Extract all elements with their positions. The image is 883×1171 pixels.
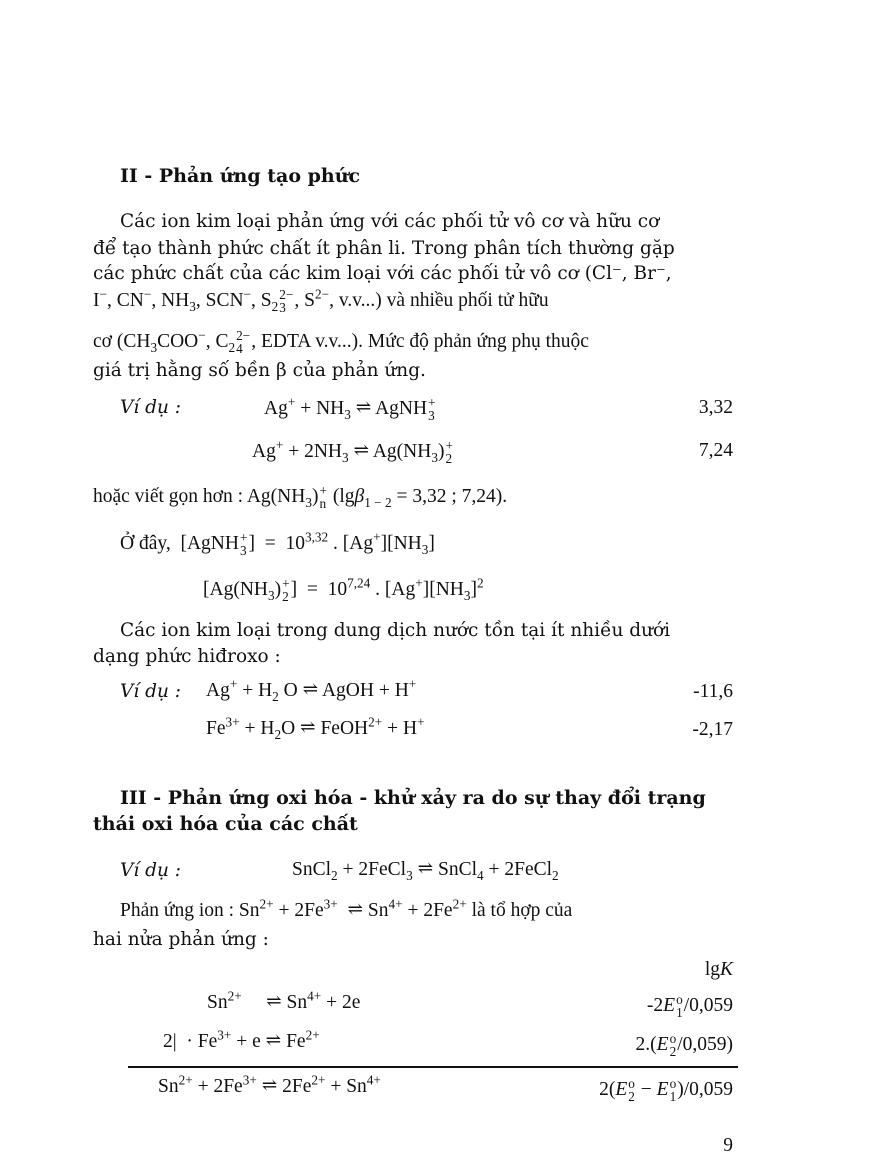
equilibrium-expression-1: Ở đây, [AgNH + 3 ] = 10$^{3,32}$ . $[Ag^+][NH_3]$ (120, 529, 435, 558)
exponent: 3,32 (304, 529, 329, 545)
half-value-1: -2E o 1 /0,059 (646, 992, 733, 1020)
compact-notation: hoặc viết gọn hơn : $Ag(NH_3)$ + n (lgβ$_{1 - 2}$ = 3,32 ; 7,24). (93, 483, 508, 511)
section-heading-complex: II - Phản ứng tạo phức (120, 165, 361, 187)
example-label: Ví dụ : (120, 681, 182, 702)
section-heading-redox: III - Phản ứng oxi hóa - khử xảy ra do sự thay đổi trạng (120, 787, 706, 809)
ligand-list-text: , v.v...) và nhiều phối tử hữu (329, 290, 549, 312)
equation-agoh: $Ag^+ + H_2$ O ⇌ AgOH + H+ (206, 676, 417, 704)
paragraph-line: Các ion kim loại trong dung dịch nước tồn tại ít nhiều dưới (120, 620, 671, 641)
section-heading-redox-line2: thái oxi hóa của các chất (93, 813, 358, 835)
paragraph-line: giá trị hằng số bền β của phản ứng. (93, 360, 426, 381)
exponent: 7,24 (347, 575, 371, 591)
ion-suffix: là tổ hợp của (466, 900, 573, 921)
paragraph-line: Các ion kim loại phản ứng với các phối tử vô cơ và hữu cơ (120, 211, 660, 232)
equation-agnh3: $Ag^+ + NH_3$ ⇌ AgNH + 3 (264, 394, 436, 423)
here-prefix: Ở đây, (120, 533, 171, 555)
log-value: -11,6 (693, 681, 733, 702)
lgk-header: lgK (704, 959, 733, 980)
equation-sncl2-fecl3: SnCl$_2$ + 2FeCl$_3$ ⇌ SnCl$_4$ + 2FeCl$_2$ (292, 858, 559, 883)
equilibrium-expression-2: [$Ag(NH_3)$ + 2 ] = 10$^{7,24}$ . $[Ag^+][NH_3]^2$ (203, 575, 484, 604)
multiplier: 2| (163, 1031, 177, 1052)
ion-prefix: Phản ứng ion : (120, 900, 239, 921)
ligand-list-inorganic: I−, CN−, $NH_3$, SCN−, $S_2$ 2− 3 , $S^{2-}$, v.v...) và nhiều phối tử hữu (93, 286, 549, 315)
ligand-list-text: ). Mức độ phản ứng phụ thuộc (351, 331, 589, 353)
total-value: 2(E o 2 − E o 1 )/0,059 (599, 1076, 733, 1104)
log-beta-value: 7,24 (698, 440, 733, 461)
compact-values: = 3,32 ; 7,24). (391, 486, 508, 508)
compact-prefix: hoặc viết gọn hơn : (93, 486, 247, 508)
ion-reaction-line: Phản ứng ion : $Sn^{2+} + 2Fe^{3+}$ ⇌ $Sn^{4+} + 2Fe^{2+}$ là tổ hợp của (120, 896, 573, 921)
page-number: 9 (723, 1135, 733, 1156)
paragraph-line: để tạo thành phức chất ít phân li. Trong phân tích thường gặp (93, 238, 675, 259)
log-value: -2,17 (692, 719, 733, 740)
example-label: Ví dụ : (120, 397, 182, 418)
equation-agnh3-2: $Ag^+ + 2NH_3$ ⇌ $Ag(NH_3)$ + 2 (252, 437, 453, 466)
ligand-list-organic: cơ ($CH_3COO^-$, $C_2$ 2− 4 , EDTA v.v...). Mức độ phản ứng phụ thuộc (93, 327, 589, 356)
equation-feoh: $Fe^{3+} + H_2O$ ⇌ FeOH$^{2+}$ + H+ (206, 714, 425, 742)
half-value-2: 2.(E o 2 /0,059) (635, 1031, 733, 1059)
paragraph-line: các phức chất của các kim loại với các phối tử vô cơ (Cl⁻, Br⁻, (93, 263, 672, 284)
paragraph-line: hai nửa phản ứng : (93, 929, 269, 950)
half-reaction-fe: $2| \cdot Fe^{3+} + e$ ⇌ $Fe^{2+}$ (163, 1027, 320, 1052)
paragraph-line: dạng phức hiđroxo : (93, 646, 281, 667)
half-reaction-sn: $Sn^{2+}$ ⇌ $Sn^{4+} + 2e$ (207, 988, 361, 1013)
log-beta-value: 3,32 (698, 397, 733, 418)
total-reaction: $Sn^{2+} + 2Fe^{3+}$ ⇌ $2Fe^{2+} + Sn^{4+}$ (158, 1072, 381, 1097)
sum-divider (128, 1066, 738, 1068)
example-label: Ví dụ : (120, 860, 182, 881)
